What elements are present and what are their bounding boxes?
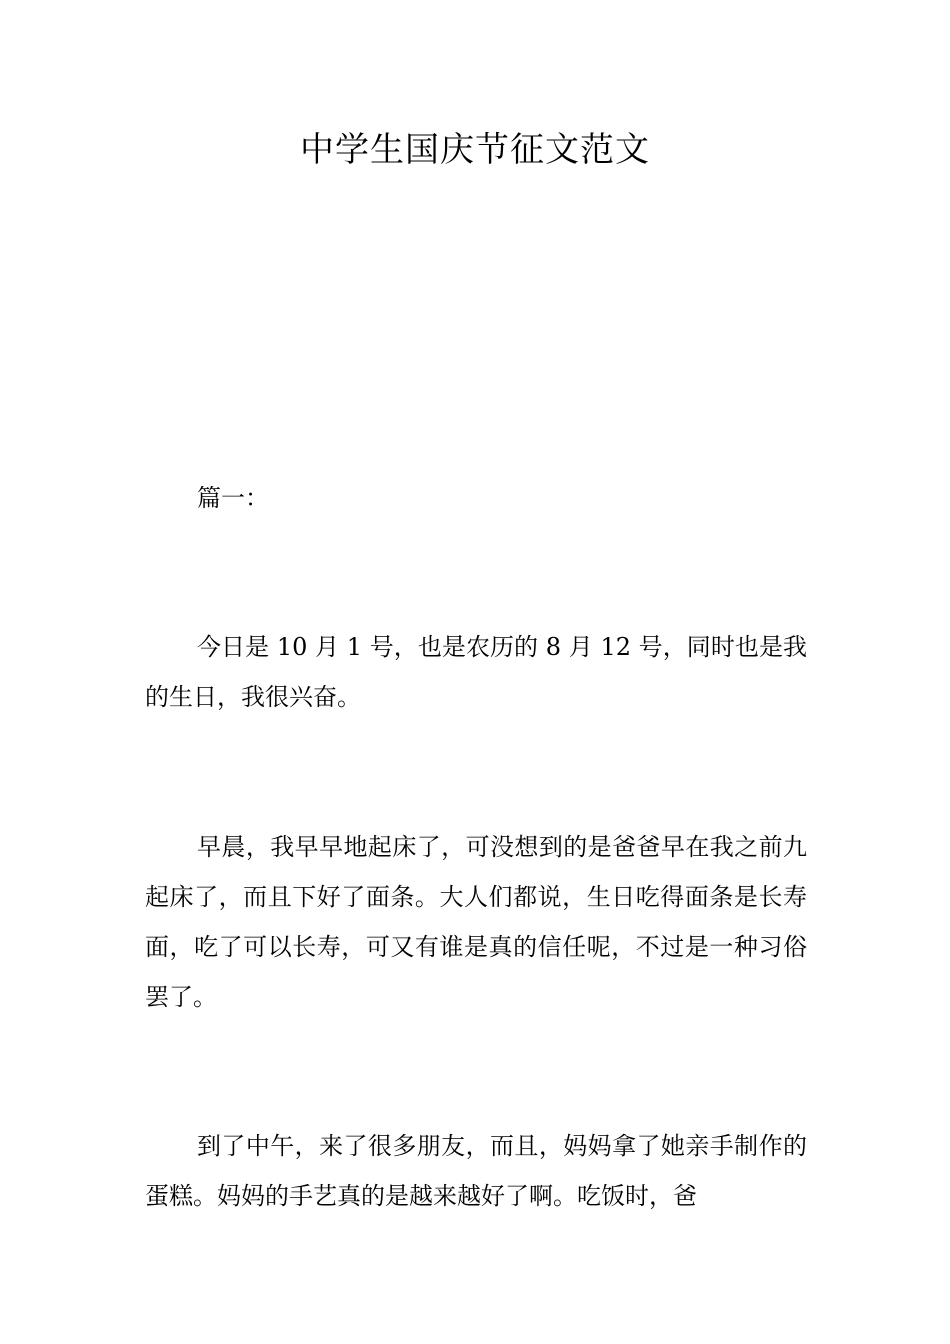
document-title: 中学生国庆节征文范文 <box>300 130 650 170</box>
paragraph-2: 早晨，我早早地起床了，可没想到的是爸爸早在我之前九起床了，而且下好了面条。大人们都说，生日吃得面条是长寿面，吃了可以长寿，可又有谁是真的信任呢，不过是一种习俗罢了。 <box>145 833 807 1011</box>
paragraph-1: 今日是 10 月 1 号，也是农历的 8 月 12 号，同时也是我的生日，我很兴奋。 <box>145 633 807 711</box>
paragraph-3: 到了中午，来了很多朋友，而且，妈妈拿了她亲手制作的蛋糕。妈妈的手艺真的是越来越好了啊。吃饭时，爸 <box>145 1132 807 1210</box>
section-heading: 篇一： <box>197 484 269 512</box>
